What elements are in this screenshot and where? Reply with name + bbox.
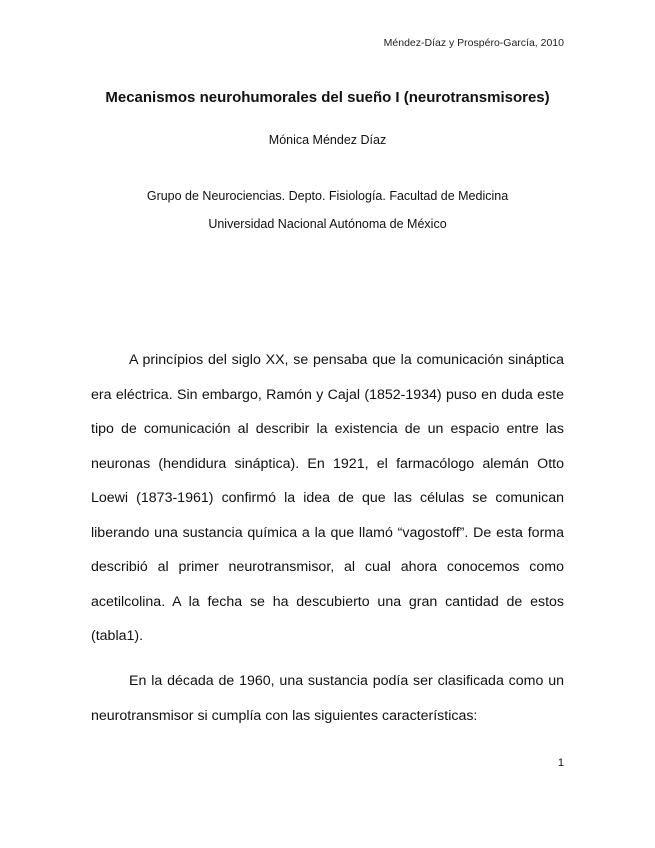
author-name: Mónica Méndez Díaz — [268, 133, 387, 147]
affiliation-line-2: Universidad Nacional Autónoma de México — [208, 217, 447, 231]
body-paragraph-1: A princípios del siglo XX, se pensaba que la comunicación sináptica era eléctrica. Sin embargo, Ramón y Cajal (1852-1934) puso en duda este tipo de comunicación al describir la existencia de un espacio entre las neuronas (hendidura sináptica). En 1921, el farmacólogo alemán Otto Loewi (1873-1961) confirmó la idea de que las células se comunican liberando una sustancia química a la que llamó “vagostoff”. De esta forma describió al primer neurotransmisor, al cual ahora conocemos como acetilcolina. A la fecha se ha descubierto una gran cantidad de estos (tabla1). — [91, 352, 564, 644]
page-number: 1 — [557, 757, 564, 769]
running-header: Méndez-Díaz y Prospéro-García, 2010 — [383, 37, 564, 49]
body-paragraph-2: En la década de 1960, una sustancia podía ser clasificada como un neurotransmisor si cumplía con las siguientes características: — [91, 673, 564, 724]
document-title: Mecanismos neurohumorales del sueño I (neurotransmisores) — [105, 89, 550, 106]
affiliation-line-1: Grupo de Neurociencias. Depto. Fisiología. Facultad de Medicina — [146, 189, 509, 203]
